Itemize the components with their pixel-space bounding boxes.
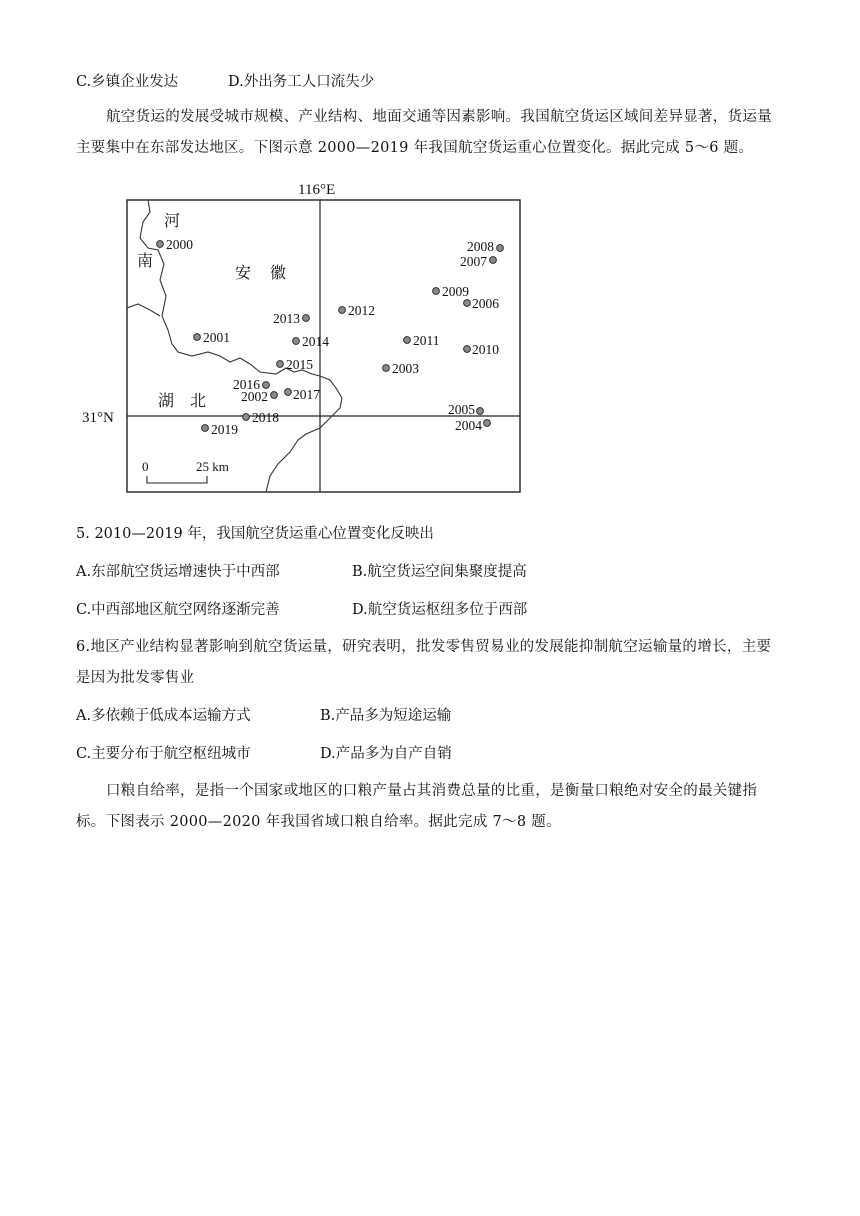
q4-option-c: C.乡镇企业发达 [76,74,179,90]
center-point-2013 [303,315,310,322]
center-point-label-2003: 2003 [392,361,419,376]
center-point-label-2009: 2009 [442,284,469,299]
center-point-label-2012: 2012 [348,303,375,318]
scale-zero-label: 0 [142,459,149,474]
center-point-2012 [339,307,346,314]
center-point-label-2002: 2002 [241,389,268,404]
q5-option-d: D.航空货运枢纽多位于西部 [352,602,528,618]
q6-option-b: B.产品多为短途运输 [320,708,452,724]
center-point-2010 [464,346,471,353]
center-point-label-2018: 2018 [252,410,279,425]
center-point-label-2013: 2013 [273,311,300,326]
center-point-2002 [271,392,278,399]
center-point-label-2010: 2010 [472,342,499,357]
center-point-label-2005: 2005 [448,402,475,417]
center-point-2006 [464,300,471,307]
center-point-2011 [404,337,411,344]
center-point-2009 [433,288,440,295]
center-point-2005 [477,408,484,415]
center-point-label-2017: 2017 [293,387,320,402]
center-point-label-2000: 2000 [166,237,193,252]
center-point-label-2004: 2004 [455,418,482,433]
intro-paragraph-q5-6: 航空货运的发展受城市规模、产业结构、地面交通等因素影响。我国航空货运区域间差异显著，货运量主要集中在东部发达地区。下图示意 2000—2019 年我国航空货运重心位置变化。据此完成 5～6 题。 [76,109,772,156]
center-point-label-2014: 2014 [302,334,329,349]
region-label-bei: 北 [190,393,207,410]
center-point-label-2007: 2007 [460,254,487,269]
center-points-layer [157,237,504,437]
region-label-hu: 湖 [158,393,175,410]
center-point-2004 [484,420,491,427]
q6-stem: 6.地区产业结构显著影响到航空货运量，研究表明，批发零售贸易业的发展能抑制航空运输量的增长，主要是因为批发零售业 [76,639,772,686]
lon-label: 116°E [298,182,336,198]
center-point-2007 [490,257,497,264]
region-label-hui: 徽 [270,265,287,282]
center-point-label-2008: 2008 [467,239,494,254]
center-point-label-2015: 2015 [286,357,313,372]
center-point-label-2016: 2016 [233,377,260,392]
intro-paragraph-q7-8: 口粮自给率，是指一个国家或地区的口粮产量占其消费总量的比重，是衡量口粮绝对安全的最关键指标。下图表示 2000—2020 年我国省域口粮自给率。据此完成 7～8 题。 [76,783,758,830]
scale-distance-label: 25 km [196,459,229,474]
center-point-2003 [383,365,390,372]
center-point-2019 [202,425,209,432]
air-cargo-center-map [80,176,540,498]
center-point-2015 [277,361,284,368]
center-point-2018 [243,414,250,421]
center-point-label-2006: 2006 [472,296,499,311]
center-point-2001 [194,334,201,341]
center-point-2000 [157,241,164,248]
q6-option-c: C.主要分布于航空枢纽城市 [76,746,251,762]
center-point-2017 [285,389,292,396]
q5-stem: 5. 2010—2019 年，我国航空货运重心位置变化反映出 [76,526,434,542]
center-point-2016 [263,382,270,389]
region-label-nan: 南 [137,253,154,270]
center-point-label-2001: 2001 [203,330,230,345]
q5-option-c: C.中西部地区航空网络逐渐完善 [76,602,280,618]
henan-hubei-boundary-line [127,304,160,316]
center-point-label-2019: 2019 [211,422,238,437]
q5-option-b: B.航空货运空间集聚度提高 [352,564,527,580]
q6-option-d: D.产品多为自产自销 [320,746,452,762]
region-label-an: 安 [235,265,252,282]
center-point-label-2011: 2011 [413,333,440,348]
center-point-2008 [497,245,504,252]
q5-option-a: A.东部航空货运增速快于中西部 [76,564,280,580]
region-label-he: 河 [164,213,181,230]
scale-bar [147,476,207,483]
center-point-2014 [293,338,300,345]
q6-option-a: A.多依赖于低成本运输方式 [76,708,251,724]
q4-option-d: D.外出务工人口流失少 [228,74,375,90]
lat-label: 31°N [82,410,114,426]
